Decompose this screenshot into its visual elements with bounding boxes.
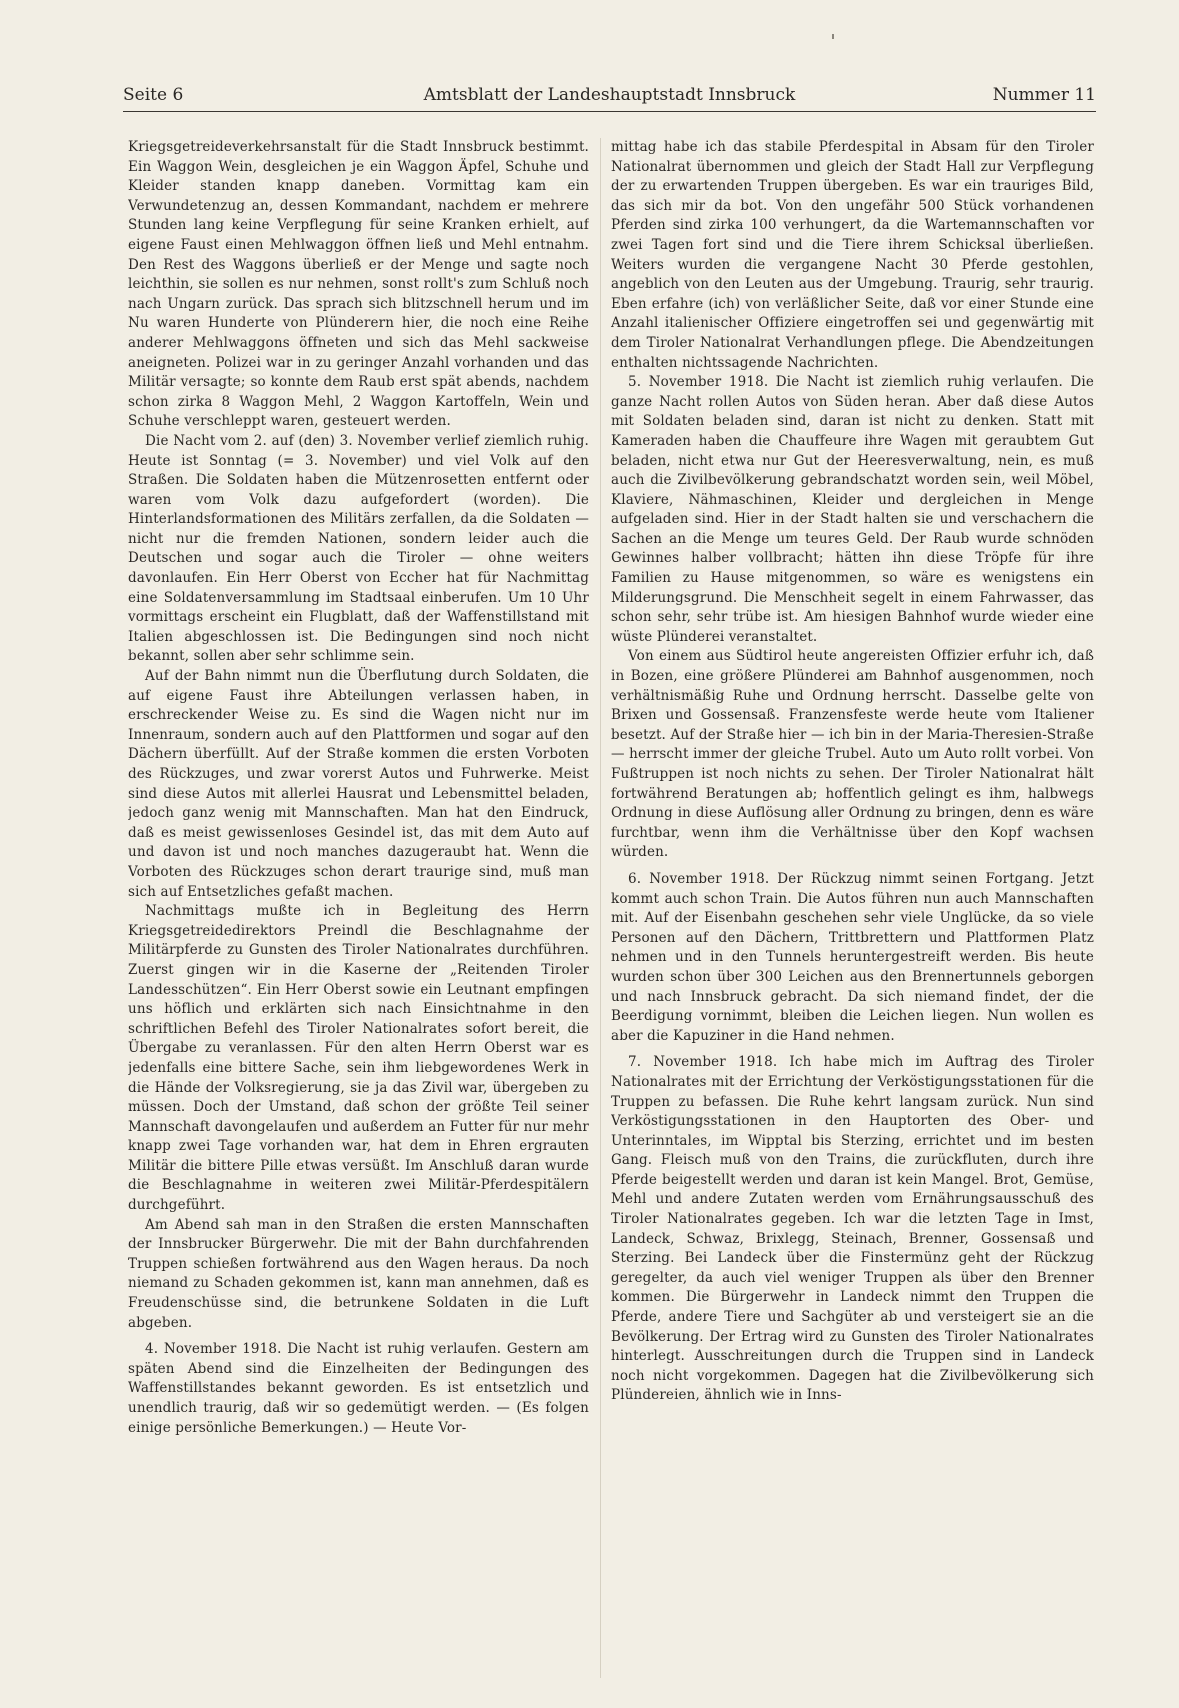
publication-title: Amtsblatt der Landeshauptstadt Innsbruck — [423, 85, 796, 105]
print-speck — [832, 34, 834, 39]
issue-number: Nummer 11 — [992, 85, 1096, 105]
running-head — [123, 80, 1096, 110]
paragraph: Die Nacht vom 2. auf (den) 3. November verlief ziemlich ruhig. Heute ist Sonntag (= 3. November) und viel Volk auf den Straßen. Die Soldaten haben die Mützenrosetten entfernt oder waren vom Volk dazu aufgefordert (worden). Die Hinterlandsformationen des Militärs zerfallen, da die Soldaten — nicht nur die fremden Nationen, sondern leider auch die Deutschen und sogar auch die Tiroler — ohne weiters davonlaufen. Ein Herr Oberst von Eccher hat für Nachmittag eine Soldatenversammlung im Stadtsaal einberufen. Um 10 Uhr vormittags erscheint ein Flugblatt, daß der Waffenstillstand mit Italien abgeschlossen ist. Die Bedingungen sind noch nicht bekannt, sollen aber sehr schlimme sein. — [128, 432, 589, 665]
dated-entry: 4. November 1918. Die Nacht ist ruhig verlaufen. Gestern am späten Abend sind die Einzelheiten der Bedingungen des Waffenstillstandes bekannt geworden. Es ist entsetzlich und unendlich traurig, daß wir so gedemütigt werden. — (Es folgen einige persönliche Bemerkungen.) — Heute Vor- — [128, 1341, 589, 1436]
paragraph: mittag habe ich das stabile Pferdespital in Absam für den Tiroler Nationalrat übernommen und gleich der Stadt Hall zur Verpflegung der zu erwartenden Truppen übergeben. Es war ein trauriges Bild, das sich mir da bot. Von den ungefähr 500 Stück vorhandenen Pferden sind zirka 100 verhungert, da die Wartemannschaften vor zwei Tagen fort sind und die Tiere ihrem Schicksal überließen. Weiters wurden die vergangene Nacht 30 Pferde gestohlen, angeblich von den Leuten aus der Umgebung. Traurig, sehr traurig. Eben erfahre (ich) von verläßlicher Seite, daß vor einer Stunde eine Anzahl italienischer Offiziere eingetroffen sei und gegenwärtig mit dem Tiroler Nationalrat Verhandlungen pflege. Die Abendzeitungen enthalten nichtssagende Nachrichten. — [611, 139, 1094, 371]
paragraph: Auf der Bahn nimmt nun die Überflutung durch Soldaten, die auf eigene Faust ihre Abteilungen verlassen haben, in erschreckender Weise zu. Es sind die Wagen nicht nur im Innenraum, sondern auch auf den Plattformen und sogar auf den Dächern überfüllt. Auf der Straße kommen die ersten Vorboten des Rückzuges, und zwar vorerst Autos und Fuhrwerke. Meist sind diese Autos mit allerlei Hausrat und Lebensmittel beladen, jedoch ganz wenig mit Mannschaften. Man hat den Eindruck, daß es meist gewissenloses Gesindel ist, das mit dem Auto auf und davon ist und noch manches dazugeraubt hat. Wenn die Vorboten des Rückzuges schon derart traurige sind, muß man sich auf Entsetzliches gefaßt machen. — [128, 668, 589, 900]
dated-entry: 5. November 1918. Die Nacht ist ziemlich ruhig verlaufen. Die ganze Nacht rollen Autos von Süden heran. Aber daß diese Autos mit Soldaten beladen sind, daran ist nicht zu denken. Statt mit Kameraden haben die Chauffeure ihre Wagen mit geraubtem Gut beladen, nicht etwa nur Gut der Heeresverwaltung, nein, es muß auch die Zivilbevölkerung gebrandschatzt worden sein, weil Möbel, Klaviere, Nähmaschinen, Kleider und dergleichen in Menge aufgeladen sind. Hier in der Stadt halten sie und verschachern die Sachen an die Menge um teures Geld. Der Raub wurde schnöden Gewinnes halber vollbracht; hätten ihn diese Tröpfe für ihre Familien zu Hause mitgenommen, so wäre es wenigstens ein Milderungsgrund. Die Menschheit segelt in einem Fahrwasser, das schon sehr, sehr trübe ist. Am hiesigen Bahnhof wurde wieder eine wüste Plünderei veranstaltet. — [611, 374, 1094, 645]
paragraph: Am Abend sah man in den Straßen die ersten Mannschaften der Innsbrucker Bürgerwehr. Die mit der Bahn durchfahrenden Truppen schießen fortwährend aus den Wagen heraus. Da noch niemand zu Schaden gekommen ist, kann man annehmen, daß es Freudenschüsse sind, die betrunkene Soldaten in die Luft abgeben. — [128, 1216, 589, 1331]
dated-entry: 6. November 1918. Der Rückzug nimmt seinen Fortgang. Jetzt kommt auch schon Train. Die Autos führen nun auch Mannschaften mit. Auf der Eisenbahn geschehen sehr viele Unglücke, da so viele Personen auf den Dächern, Trittbrettern und Plattformen Platz nehmen und in den Tunnels heruntergestreift werden. Bis heute wurden schon über 300 Leichen aus den Brennertunnels geborgen und nach Innsbruck gebracht. Da sich niemand findet, der die Beerdigung vornimmt, bleiben die Leichen liegen. Nun wollen es aber die Kapuziner in die Hand nehmen. — [611, 870, 1094, 1044]
right-column — [611, 138, 1094, 1678]
paragraph: Kriegsgetreideverkehrsanstalt für die Stadt Innsbruck bestimmt. Ein Waggon Wein, desgleichen je ein Waggon Äpfel, Schuhe und Kleider standen knapp daneben. Vormittag kam ein Verwundetenzug an, dessen Kommandant, nachdem er mehrere Stunden lang keine Verpflegung für seine Kranken erhielt, auf eigene Faust einen Mehlwaggon öffnen ließ und Mehl entnahm. Den Rest des Waggons überließ er der Menge und sagte noch leichthin, sie sollen es nur nehmen, sonst rollt's zum Schluß noch nach Ungarn zurück. Das sprach sich blitzschnell herum und im Nu waren Hunderte von Plünderern hier, die noch eine Reihe anderer Mehlwaggons öffneten und sich das Mehl sackweise aneigneten. Polizei war in zu geringer Anzahl vorhanden und das Militär versagte; so konnte dem Raub erst spät abends, nachdem schon zirka 8 Waggon Mehl, 2 Waggon Kartoffeln, Wein und Schuhe verschleppt waren, gesteuert werden. — [128, 139, 589, 430]
dated-entry: 7. November 1918. Ich habe mich im Auftrag des Tiroler Nationalrates mit der Errichtung der Verköstigungsstationen für die Truppen zu befassen. Die Ruhe kehrt langsam zurück. Nun sind Verköstigungsstationen in den Hauptorten des Ober- und Unterinntales, im Wipptal bis Sterzing, errichtet und im besten Gang. Fleisch muß von den Trains, die zurückfluten, durch ihre Pferde beigestellt werden und daran ist kein Mangel. Brot, Gemüse, Mehl und andere Zutaten werden vom Ernährungsausschuß des Tiroler Nationalrates gegeben. Ich war die letzten Tage in Imst, Landeck, Schwaz, Brixlegg, Steinach, Brenner, Gossensaß und Sterzing. Bei Landeck über die Finstermünz geht der Rückzug geregelter, da auch viel weniger Truppen als über den Brenner kommen. Die Bürgerwehr in Landeck nimmt den Truppen die Pferde, andere Tiere und Sachgüter ab und versteigert sie an die Bevölkerung. Der Ertrag wird zu Gunsten des Tiroler Nationalrates hinterlegt. Ausschreitungen durch die Truppen sind in Landeck noch nicht vorgekommen. Dagegen hat die Zivilbevölkerung sich Plündereien, ähnlich wie in Inns- — [611, 1054, 1094, 1404]
column-divider — [600, 138, 601, 1678]
left-column — [128, 138, 589, 1678]
paragraph: Von einem aus Südtirol heute angereisten Offizier erfuhr ich, daß in Bozen, eine größere Plünderei am Bahnhof ausgenommen, noch verhältnismäßig Ruhe und Ordnung herrscht. Dasselbe gelte von Brixen und Gossensaß. Franzensfeste werde heute vom Italiener besetzt. Auf der Straße hier — ich bin in der Maria-Theresien-Straße — herrscht immer der gleiche Trubel. Auto um Auto rollt vorbei. Von Fußtruppen ist noch nichts zu sehen. Der Tiroler Nationalrat hält fortwährend Beratungen ab; hoffentlich gelingt es ihm, halbwegs Ordnung in diese Auflösung aller Ordnung zu bringen, denn es wäre furchtbar, wenn ihm die Verhältnisse über den Kopf wachsen würden. — [611, 648, 1094, 861]
header-rule — [123, 111, 1096, 112]
paragraph: Nachmittags mußte ich in Begleitung des Herrn Kriegsgetreidedirektors Preindl die Beschlagnahme der Militärpferde zu Gunsten des Tiroler Nationalrates durchführen. Zuerst gingen wir in die Kaserne der „Reitenden Tiroler Landesschützen“. Ein Herr Oberst sowie ein Leutnant empfingen uns höflich und erklärten sich nach Einsichtnahme in den schriftlichen Befehl des Tiroler Nationalrates sofort bereit, die Übergabe zu veranlassen. Für den alten Herrn Oberst war es jedenfalls eine bittere Sache, sein ihm liebgewordenes Werk in die Hände der Volksregierung, sie ja das Zivil war, übergeben zu müssen. Doch der Umstand, daß schon der größte Teil seiner Mannschaft davongelaufen und außerdem an Futter für nur mehr knapp zwei Tage vorhanden war, hat dem in Ehren ergrauten Militär die bittere Pille etwas versüßt. Im Anschluß daran wurde die Beschlagnahme in weiteren zwei Militär-Pferdespitälern durchgeführt. — [128, 903, 589, 1214]
page-number: Seite 6 — [123, 85, 184, 105]
